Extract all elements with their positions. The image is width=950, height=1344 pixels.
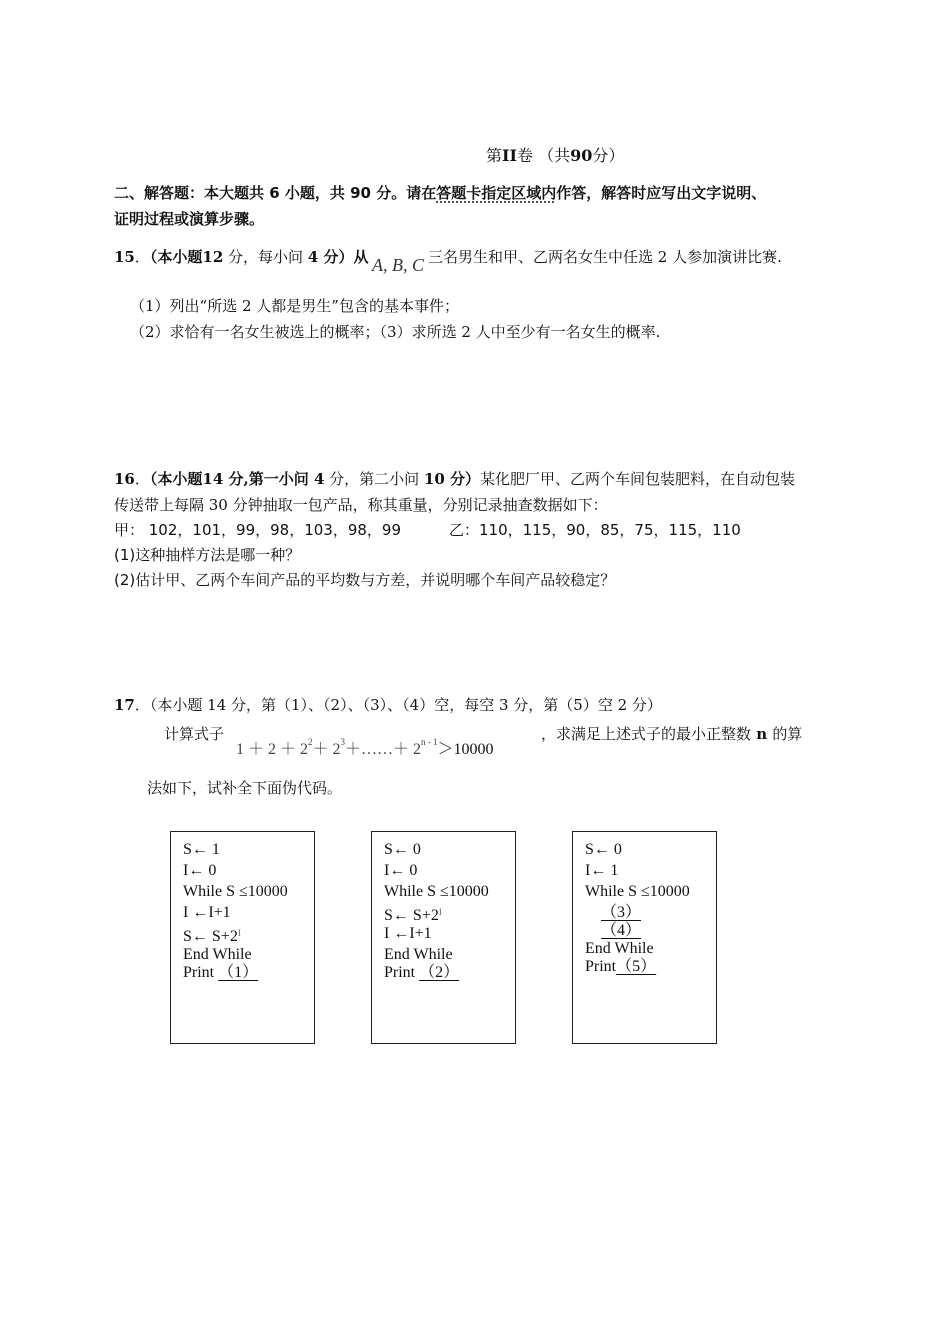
code-line: I ←I+1 (183, 904, 231, 921)
code-print-line (585, 956, 690, 977)
q16-number: 16 (114, 470, 135, 488)
q16-points-open: （本小题 (149, 470, 203, 488)
part-title-b: 卷 （共 (516, 146, 571, 165)
q15-number: 15 (114, 248, 135, 266)
code-box-3-content (585, 839, 690, 977)
blank-3: （3） (601, 904, 642, 921)
q15-points-close: 分）从 (318, 248, 369, 266)
code-print-line (384, 962, 489, 983)
q17-var-n: n (751, 725, 773, 743)
section-heading-line2: 证明过程或演算步骤。 (114, 210, 265, 228)
q16-points-mid2: 分，第二小问 (324, 470, 424, 488)
q17-formula-exp1: 2 (308, 737, 313, 747)
code-line-with-exp (384, 902, 489, 923)
q17-after-n: 的算 (772, 725, 803, 743)
q15-points2: 4 (307, 248, 319, 266)
section-heading-line1 (114, 182, 766, 203)
blank-1: （1） (218, 964, 259, 981)
code-print-line (183, 962, 288, 983)
q16-part2: (2)估计甲、乙两个车间产品的平均数与方差，并说明哪个车间产品较稳定？ (114, 571, 616, 589)
section-heading-b: 作答，解答时应写出文字说明、 (556, 184, 767, 202)
part-title-num: 90 (570, 146, 593, 165)
code-line: I← 0 (384, 862, 418, 879)
q16-points-mid: 分,第一小问 (223, 470, 314, 488)
code-line: End While (384, 946, 453, 963)
q16-data-jia: 甲： 102，101，99，98，103，98，99 (114, 521, 402, 539)
q15-points-mid: 分，每小问 (223, 248, 308, 266)
q17-formula-exp2: 3 (340, 737, 346, 747)
q16-points3: 10 (423, 470, 445, 488)
code-line-with-exp (183, 923, 288, 944)
code-line: Print (384, 964, 420, 981)
code-line: S← 0 (585, 841, 622, 858)
q17-formula-a: 1 ＋ 2 ＋ 2 (236, 741, 309, 758)
q17-calc-label: 计算式子 (164, 725, 225, 743)
code-box-2-content (384, 839, 489, 983)
q16-points-close: 分） (444, 470, 481, 488)
code-line: I← 1 (585, 862, 619, 879)
q17-number: 17 (114, 696, 135, 714)
code-line: Print (183, 964, 219, 981)
q15-math-abc: A, B, C (372, 255, 424, 275)
code-line: While S ≤10000 (183, 883, 288, 900)
q15-points-open: （本小题 (149, 248, 203, 266)
q17-formula (236, 736, 494, 759)
code-line: S← S+2 (384, 907, 439, 924)
q16-stem: 16．（本小题14 分,第一小问 4 分，第二小问 10 分）某化肥厂甲、乙两个车间包装肥料，在自动包装 (114, 470, 796, 488)
q17-after-formula (541, 723, 802, 744)
section-heading-dotted: 答题卡指定区域内 (436, 184, 557, 202)
q17-stem: 17．（本小题 14 分，第（1）、（2）、（3）、（4）空，每空 3 分，第（5）空 2 分） (114, 696, 662, 714)
part-title-c: 分） (592, 146, 625, 165)
code-line: I← 0 (183, 862, 217, 879)
q17-formula-c: ＋……＋ 2 (345, 741, 422, 758)
q17-formula-exp3: n - 1 (421, 737, 438, 747)
part-title-a: 第 (486, 146, 503, 165)
code-box-1-content (183, 839, 288, 983)
code-line: While S ≤10000 (585, 883, 690, 900)
q15-stem: 15．（本小题12 分，每小问 4 分）从 (114, 248, 369, 266)
q17-after-formula-text: ，求满足上述式子的最小正整数 (541, 725, 752, 743)
section-heading-a: 二、解答题：本大题共 6 小题，共 90 分。请在 (114, 184, 437, 202)
q15-part1: （1）列出“所选 2 人都是男生”包含的基本事件； (130, 297, 459, 315)
part-title-roman: II (502, 146, 517, 165)
q15-part2: （2）求恰有一名女生被选上的概率；（3）求所选 2 人中至少有一名女生的概率. (130, 323, 661, 341)
code-exponent: I (237, 928, 241, 938)
code-line: S← 1 (183, 841, 220, 858)
q15-text: 三名男生和甲、乙两名女生中任选 2 人参加演讲比赛. (428, 248, 782, 266)
q17-line2: 法如下，试补全下面伪代码。 (147, 779, 343, 797)
code-line: I ←I+1 (384, 925, 432, 942)
code-line: Print (585, 958, 617, 975)
blank-5: （5） (616, 958, 657, 975)
q16-points2: 4 (313, 470, 325, 488)
code-line: S← S+2 (183, 928, 238, 945)
code-line: While S ≤10000 (384, 883, 489, 900)
q17-formula-d: ＞10000 (437, 741, 494, 758)
q15-points: 12 (202, 248, 224, 266)
q16-data-yi: 乙：110，115，90，85，75，115，110 (449, 521, 741, 539)
code-line: S← 0 (384, 841, 421, 858)
blank-4: （4） (601, 922, 642, 939)
q17-formula-b: ＋ 2 (312, 741, 341, 758)
q16-points: 14 (202, 470, 224, 488)
q16-text-line1: 某化肥厂甲、乙两个车间包装肥料，在自动包装 (480, 470, 796, 488)
code-line: End While (585, 940, 654, 957)
blank-2: （2） (419, 964, 460, 981)
q16-text-line2: 传送带上每隔 30 分钟抽取一包产品，称其重量，分别记录抽查数据如下： (114, 496, 608, 514)
code-line: End While (183, 946, 252, 963)
code-exponent: I (438, 907, 442, 917)
q16-part1: (1)这种抽样方法是哪一种？ (114, 546, 301, 564)
q17-points-text: （本小题 14 分，第（1）、（2）、（3）、（4）空，每空 3 分，第（5）空 2 分） (149, 696, 662, 714)
part-title (486, 143, 624, 166)
